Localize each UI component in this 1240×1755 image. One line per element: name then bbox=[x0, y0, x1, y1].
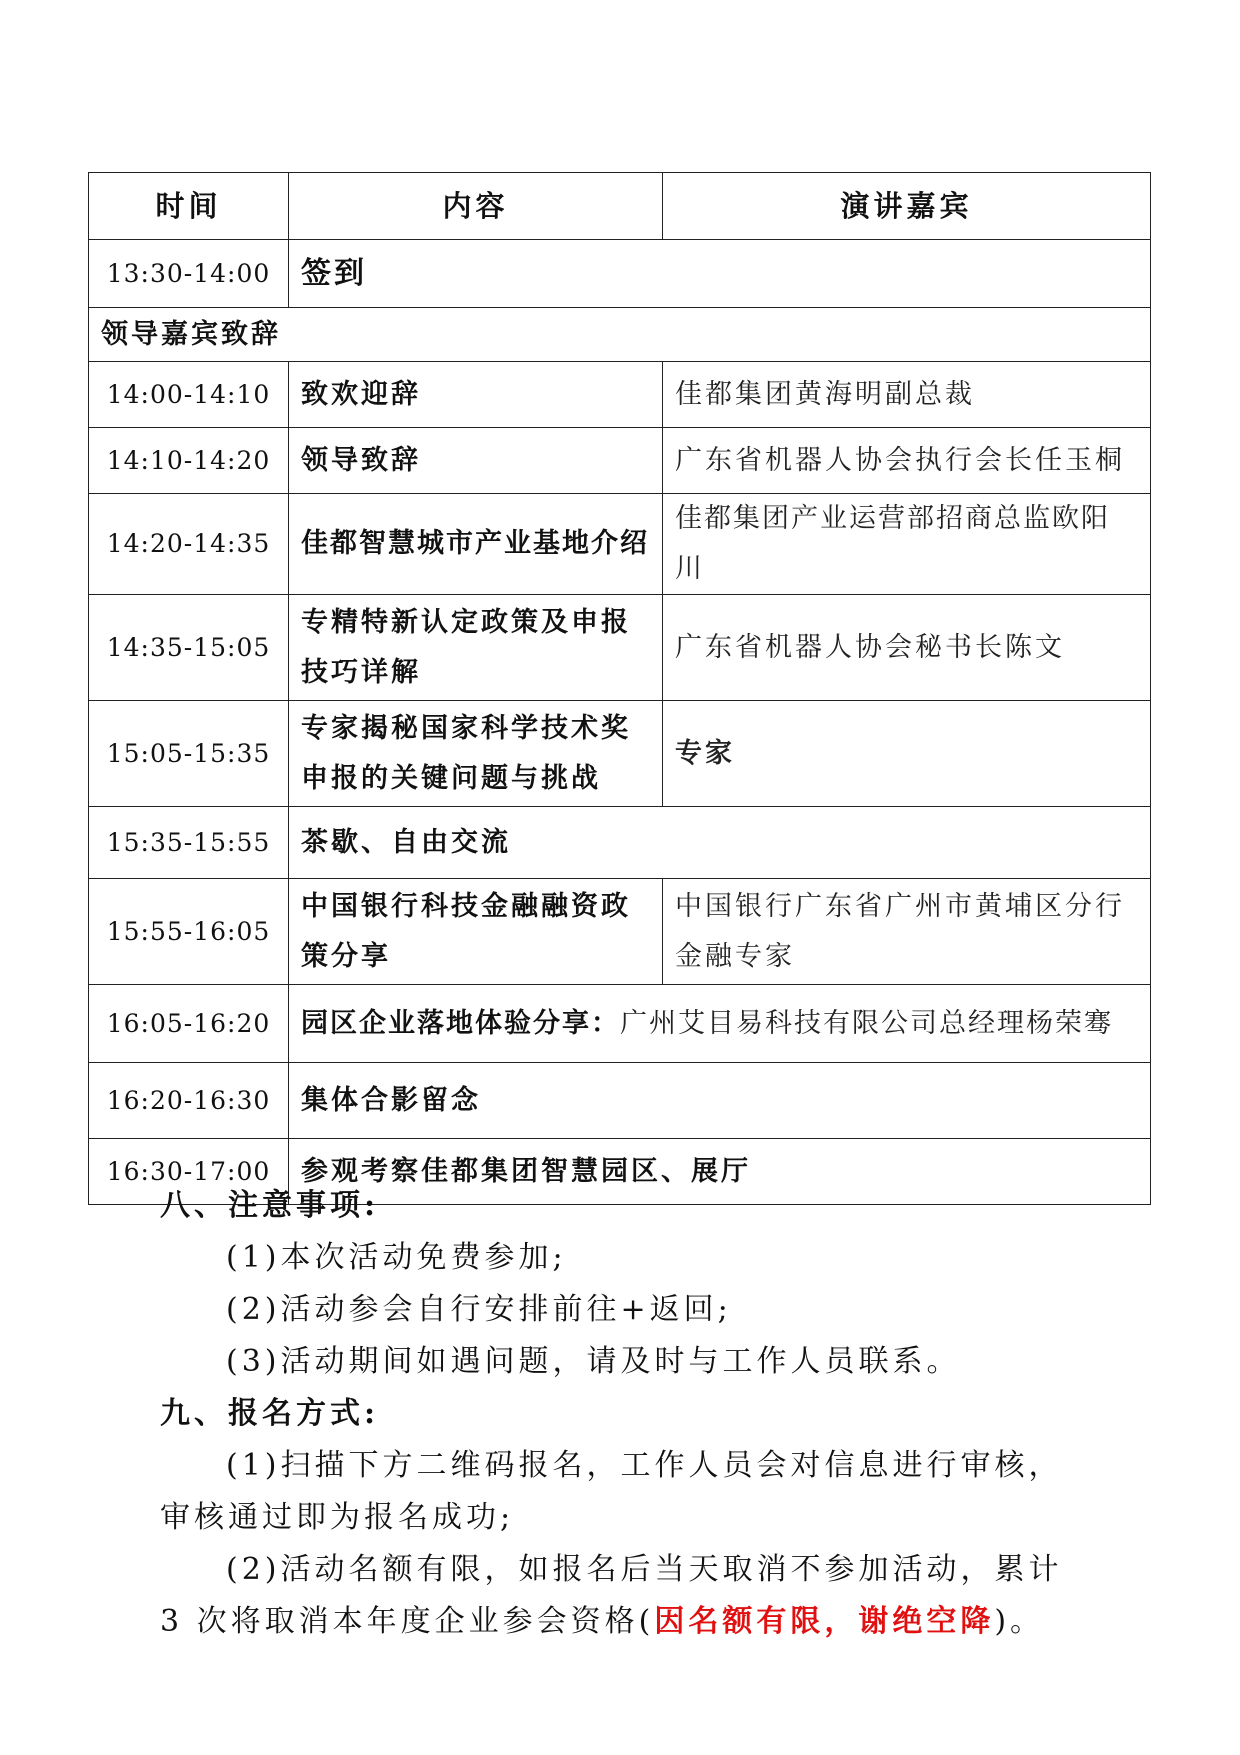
content-cell: 致欢迎辞 bbox=[289, 362, 663, 428]
table-header-row bbox=[89, 173, 1151, 240]
time-cell: 14:00-14:10 bbox=[89, 362, 289, 428]
table-row bbox=[89, 595, 1151, 701]
section-heading: 八、注意事项: bbox=[160, 1188, 380, 1223]
header-speaker: 演讲嘉宾 bbox=[663, 173, 1151, 240]
content-cell: 集体合影留念 bbox=[289, 1063, 1151, 1139]
time-cell: 15:35-15:55 bbox=[89, 807, 289, 879]
header-time: 时间 bbox=[89, 173, 289, 240]
content-cell bbox=[289, 985, 1151, 1063]
time-cell: 13:30-14:00 bbox=[89, 240, 289, 308]
content-cell: 专家揭秘国家科学技术奖申报的关键问题与挑战 bbox=[289, 701, 663, 807]
table-row bbox=[89, 807, 1151, 879]
speaker-text: 广州艾目易科技有限公司总经理杨荣骞 bbox=[620, 1007, 1113, 1039]
time-cell: 15:55-16:05 bbox=[89, 879, 289, 985]
table-row bbox=[89, 240, 1151, 308]
time-cell: 16:30-17:00 bbox=[89, 1139, 289, 1205]
table-row bbox=[89, 701, 1151, 807]
content-cell: 签到 bbox=[289, 240, 1151, 308]
content-cell: 佳都智慧城市产业基地介绍 bbox=[289, 494, 663, 595]
content-cell: 参观考察佳都集团智慧园区、展厅 bbox=[289, 1139, 1151, 1205]
note-paragraph: (1)扫描下方二维码报名，工作人员会对信息进行审核，审核通过即为报名成功; bbox=[160, 1448, 1063, 1535]
notes-section bbox=[160, 1180, 1090, 1648]
section-title: 领导嘉宾致辞 bbox=[89, 308, 1151, 362]
speaker-cell: 专家 bbox=[663, 701, 1151, 807]
table-row bbox=[89, 985, 1151, 1063]
paragraph-text-end: )。 bbox=[994, 1604, 1045, 1639]
note-paragraph bbox=[160, 1544, 1090, 1648]
time-cell: 16:20-16:30 bbox=[89, 1063, 289, 1139]
section-heading: 九、报名方式: bbox=[160, 1396, 380, 1431]
content-cell: 专精特新认定政策及申报技巧详解 bbox=[289, 595, 663, 701]
time-cell: 15:05-15:35 bbox=[89, 701, 289, 807]
speaker-cell: 佳都集团黄海明副总裁 bbox=[663, 362, 1151, 428]
speaker-cell: 广东省机器人协会执行会长任玉桐 bbox=[663, 428, 1151, 494]
time-cell: 14:10-14:20 bbox=[89, 428, 289, 494]
table-row bbox=[89, 428, 1151, 494]
section-row bbox=[89, 308, 1151, 362]
paragraph-text: (2)活动名额有限，如报名后当天取消不参加活动，累计 3 次将取消本年度企业参会资格( bbox=[160, 1552, 1063, 1639]
content-cell: 中国银行科技金融融资政策分享 bbox=[289, 879, 663, 985]
content-cell: 领导致辞 bbox=[289, 428, 663, 494]
content-label: 园区企业落地体验分享： bbox=[301, 1007, 620, 1039]
time-cell: 16:05-16:20 bbox=[89, 985, 289, 1063]
table-row bbox=[89, 494, 1151, 595]
speaker-cell: 中国银行广东省广州市黄埔区分行金融专家 bbox=[663, 879, 1151, 985]
time-cell: 14:35-15:05 bbox=[89, 595, 289, 701]
speaker-cell: 广东省机器人协会秘书长陈文 bbox=[663, 595, 1151, 701]
header-content: 内容 bbox=[289, 173, 663, 240]
note-item: (3)活动期间如遇问题，请及时与工作人员联系。 bbox=[226, 1344, 961, 1379]
speaker-cell: 佳都集团产业运营部招商总监欧阳川 bbox=[663, 494, 1151, 595]
content-cell: 茶歇、自由交流 bbox=[289, 807, 1151, 879]
table-row bbox=[89, 1063, 1151, 1139]
warning-text: 因名额有限，谢绝空降 bbox=[654, 1604, 995, 1639]
schedule-table bbox=[88, 172, 1151, 1205]
table-row bbox=[89, 362, 1151, 428]
note-item: (2)活动参会自行安排前往+返回; bbox=[226, 1292, 732, 1327]
time-cell: 14:20-14:35 bbox=[89, 494, 289, 595]
table-row bbox=[89, 879, 1151, 985]
note-item: (1)本次活动免费参加; bbox=[226, 1240, 567, 1275]
